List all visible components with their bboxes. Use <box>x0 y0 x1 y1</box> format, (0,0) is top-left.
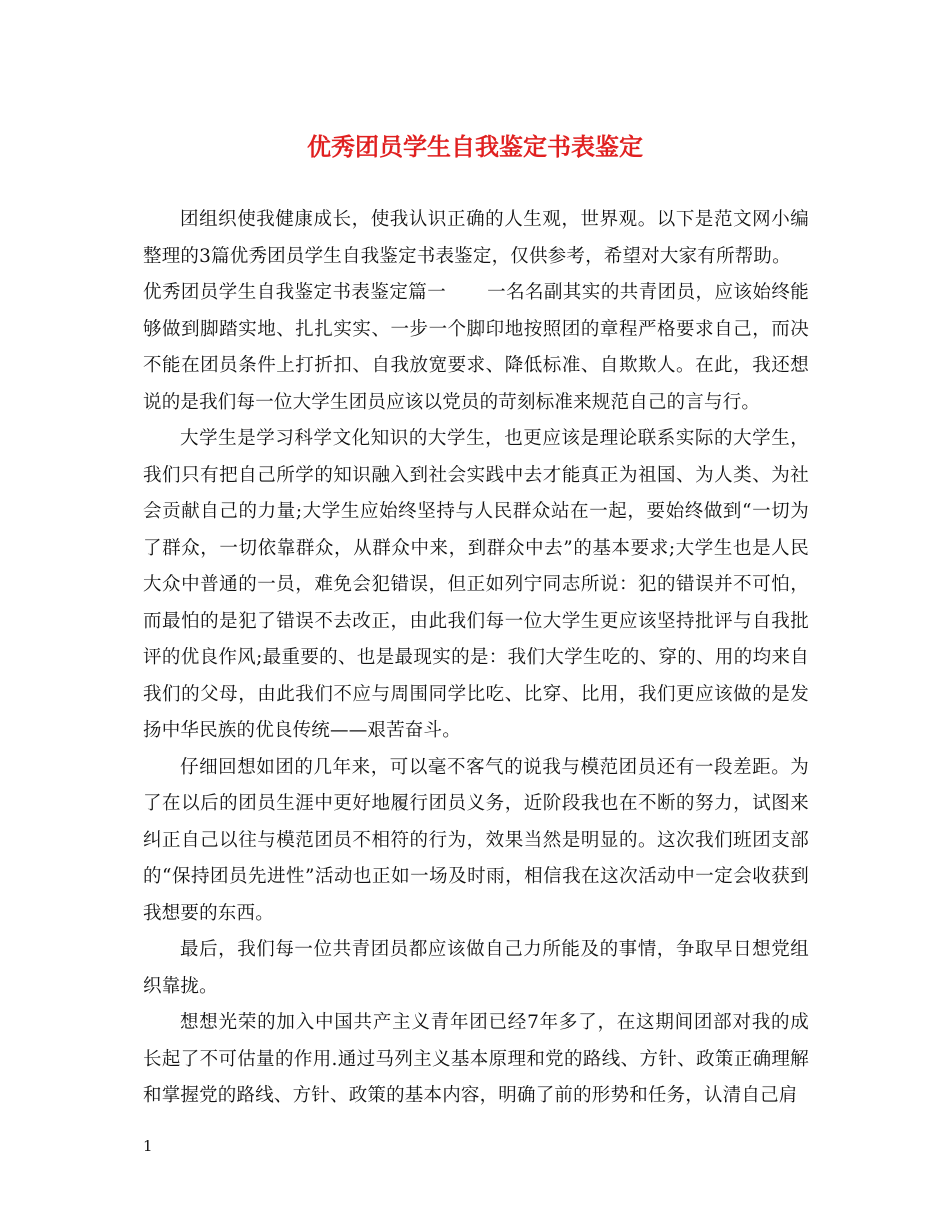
document-title: 优秀团员学生自我鉴定书表鉴定 <box>307 132 643 161</box>
intro-paragraph: 团组织使我健康成长，使我认识正确的人生观，世界观。以下是范文网小编整理的3篇优秀团员学生自我鉴定书表鉴定，仅供参考，希望对大家有所帮助。 <box>143 209 809 267</box>
document-body <box>143 202 809 1115</box>
body-paragraph-2: 仔细回想如团的几年来，可以毫不客气的说我与模范团员还有一段差距。为了在以后的团员生涯中更好地履行团员义务，近阶段我也在不断的努力，试图来纠正自己以往与模范团员不相符的行为，效果当然是明显的。这次我们班团支部的“保持团员先进性”活动也正如一场及时雨，相信我在这次活动中一定会收获到我想要的东西。 <box>143 756 809 924</box>
page-number: 1 <box>143 1137 153 1155</box>
body-paragraph-1: 大学生是学习科学文化知识的大学生，也更应该是理论联系实际的大学生，我们只有把自己所学的知识融入到社会实践中去才能真正为祖国、为人类、为社会贡献自己的力量;大学生应始终坚持与人民群众站在一起，要始终做到“一切为了群众，一切依靠群众，从群众中来，到群众中去”的基本要求;大学生也是人民大众中普通的一员，难免会犯错误，但正如列宁同志所说：犯的错误并不可怕，而最怕的是犯了错误不去改正，由此我们每一位大学生更应该坚持批评与自我批评的优良作风;最重要的、也是最现实的是：我们大学生吃的、穿的、用的均来自我们的父母，由此我们不应与周围同学比吃、比穿、比用，我们更应该做的是发扬中华民族的优良传统——艰苦奋斗。 <box>143 428 809 741</box>
section-paragraph <box>143 275 809 421</box>
body-paragraph-3: 最后，我们每一位共青团员都应该做自己力所能及的事情，争取早日想党组织靠拢。 <box>143 939 809 997</box>
section-first-text: 一名名副其实的共青团员，应该始终能够做到脚踏实地、扎扎实实、一步一个脚印地按照团的章程严格要求自己，而决不能在团员条件上打折扣、自我放宽要求、降低标准、自欺欺人。在此，我还想说的是我们每一位大学生团员应该以党员的苛刻标准来规范自己的言与行。 <box>143 282 810 413</box>
section-heading: 优秀团员学生自我鉴定书表鉴定篇一 <box>143 282 447 303</box>
body-paragraph-4: 想想光荣的加入中国共产主义青年团已经7年多了，在这期间团部对我的成长起了不可估量的作用.通过马列主义基本原理和党的路线、方针、政策正确理解和掌握党的路线、方针、政策的基本内容，明确了前的形势和任务，认清自己肩 <box>143 1012 809 1106</box>
